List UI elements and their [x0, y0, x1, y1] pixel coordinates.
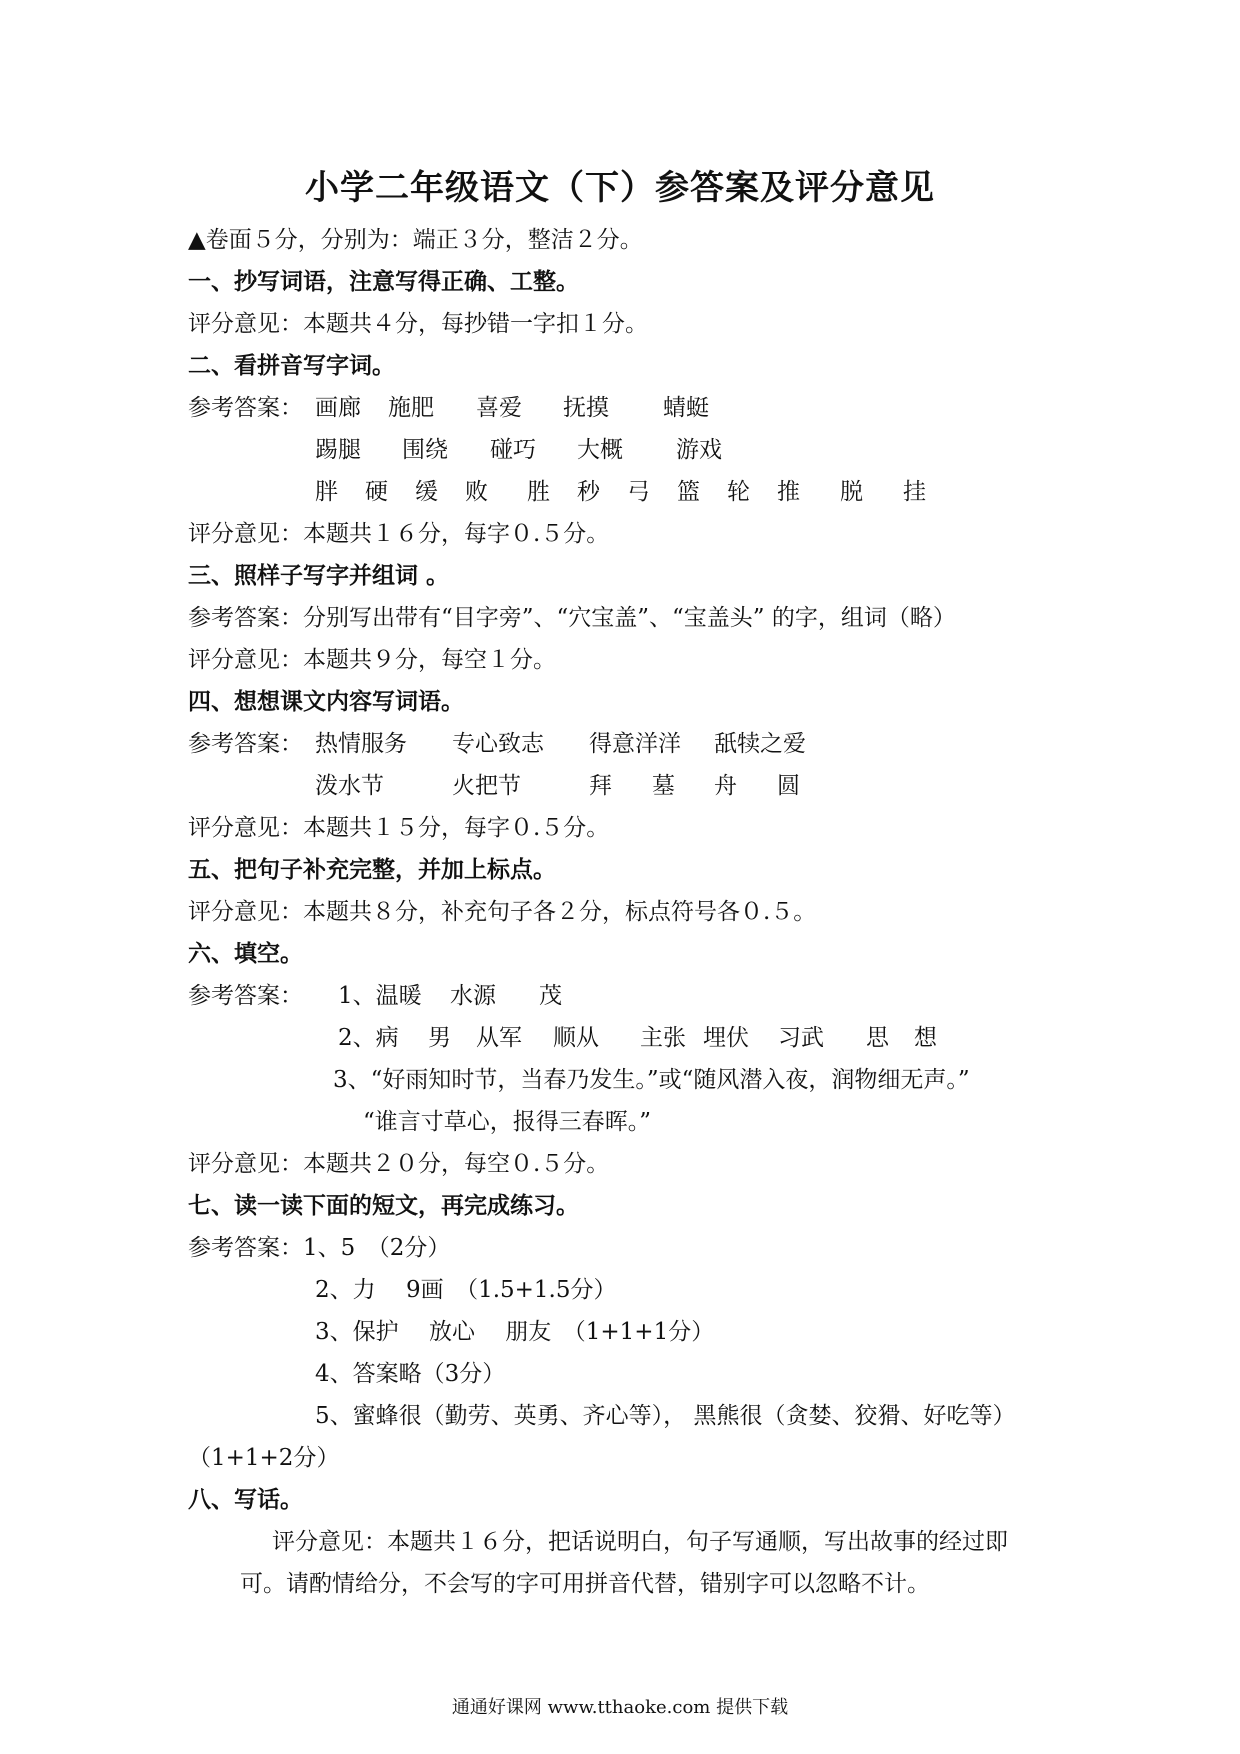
section-2-score: 评分意见：本题共１６分，每字０.５分。 — [188, 521, 610, 547]
section-8-score-line-2: 可。请酌情给分，不会写的字可用拼音代替，错别字可以忽略不计。 — [240, 1571, 930, 1597]
section-7-answer-4: 4、答案略（3分） — [315, 1361, 506, 1387]
answer-label: 参考答案： — [188, 395, 303, 421]
answer-word: 蜻蜓 — [663, 395, 709, 421]
answer-word: 主张 — [640, 1025, 686, 1051]
answer-char: 脱 — [840, 479, 863, 505]
section-4-heading: 四、想想课文内容写词语。 — [188, 688, 464, 715]
section-5-heading: 五、把句子补充完整，并加上标点。 — [188, 856, 556, 883]
answer-word: 从军 — [476, 1025, 522, 1051]
section-5-score: 评分意见：本题共８分，补充句子各２分，标点符号各０.５。 — [188, 899, 817, 925]
section-8-heading: 八、写话。 — [188, 1486, 303, 1513]
section-1-score: 评分意见：本题共４分，每抄错一字扣１分。 — [188, 311, 648, 337]
answer-word: 1、温暖 — [338, 983, 422, 1009]
answer-word: 大概 — [577, 437, 623, 463]
section-7-heading: 七、读一读下面的短文，再完成练习。 — [188, 1192, 579, 1219]
section-6-heading: 六、填空。 — [188, 940, 303, 967]
answer-char: 篮 — [677, 479, 700, 505]
footer-credit: 通通好课网 www.tthaoke.com 提供下载 — [451, 1697, 789, 1718]
answer-word: 踢腿 — [315, 437, 361, 463]
section-7-answer-2: 2、力 9画 （1.5+1.5分） — [315, 1277, 617, 1303]
page-title: 小学二年级语文（下）参答案及评分意见 — [305, 168, 935, 208]
section-6-score: 评分意见：本题共２０分，每空０.５分。 — [188, 1151, 610, 1177]
answer-word: 专心致志 — [452, 731, 544, 757]
section-7-answer-3: 3、保护 放心 朋友 （1+1+1分） — [315, 1319, 715, 1345]
section-3-heading: 三、照样子写字并组词 。 — [188, 562, 450, 589]
answer-word: 思 — [866, 1025, 889, 1051]
answer-char: 轮 — [727, 479, 750, 505]
answer-char: 缓 — [415, 479, 438, 505]
section-3-answer: 参考答案：分别写出带有“目字旁”、“穴宝盖”、“宝盖头” 的字，组词（略） — [188, 605, 956, 631]
answer-word: 男 — [428, 1025, 451, 1051]
answer-char: 弓 — [627, 479, 650, 505]
answer-char: 胖 — [315, 479, 338, 505]
answer-word: 碰巧 — [490, 437, 536, 463]
answer-char: 败 — [465, 479, 488, 505]
answer-word: 茂 — [539, 983, 562, 1009]
answer-char: 推 — [777, 479, 800, 505]
answer-word: 墓 — [652, 773, 675, 799]
section-7-answer-6: （1+1+2分） — [188, 1445, 340, 1471]
answer-word: 游戏 — [676, 437, 722, 463]
answer-label: 参考答案： — [188, 731, 303, 757]
answer-char: 胜 — [527, 479, 550, 505]
answer-word: 喜爱 — [476, 395, 522, 421]
answer-word: 画廊 — [315, 395, 361, 421]
section-1-heading: 一、抄写词语，注意写得正确、工整。 — [188, 268, 579, 295]
section-8-score-line-1: 评分意见：本题共１６分，把话说明白，句子写通顺，写出故事的经过即 — [272, 1529, 1008, 1555]
answer-word: 顺从 — [553, 1025, 599, 1051]
answer-word: 得意洋洋 — [589, 731, 681, 757]
answer-word: 埋伏 — [703, 1025, 749, 1051]
answer-word: 抚摸 — [563, 395, 609, 421]
answer-char: 秒 — [577, 479, 600, 505]
answer-word: 泼水节 — [315, 773, 384, 799]
answer-char: 挂 — [903, 479, 926, 505]
answer-char: 硬 — [365, 479, 388, 505]
answer-word: 习武 — [778, 1025, 824, 1051]
section-2-heading: 二、看拼音写字词。 — [188, 352, 395, 379]
answer-word: 舟 — [714, 773, 737, 799]
section-3-score: 评分意见：本题共９分，每空１分。 — [188, 647, 556, 673]
answer-word: 想 — [914, 1025, 937, 1051]
answer-label: 参考答案： — [188, 983, 303, 1009]
answer-word: 围绕 — [402, 437, 448, 463]
answer-word: 水源 — [450, 983, 496, 1009]
section-7-answer-5: 5、蜜蜂很（勤劳、英勇、齐心等）， 黑熊很（贪婪、狡猾、好吃等） — [315, 1403, 1016, 1429]
section-6-answer-line-3: 3、“好雨知时节，当春乃发生。”或“随风潜入夜，润物细无声。” — [333, 1067, 970, 1093]
section-4-score: 评分意见：本题共１５分，每字０.５分。 — [188, 815, 610, 841]
answer-word: 火把节 — [452, 773, 521, 799]
answer-word: 施肥 — [388, 395, 434, 421]
answer-word: 2、病 — [338, 1025, 399, 1051]
intro-line: ▲卷面５分，分别为：端正３分，整洁２分。 — [188, 227, 643, 253]
section-7-answer-1: 参考答案：1、5 （2分） — [188, 1235, 451, 1261]
answer-word: 舐犊之爱 — [714, 731, 806, 757]
section-6-answer-line-4: “谁言寸草心，报得三春晖。” — [363, 1109, 652, 1135]
answer-word: 热情服务 — [315, 731, 407, 757]
answer-word: 圆 — [777, 773, 800, 799]
answer-word: 拜 — [589, 773, 612, 799]
